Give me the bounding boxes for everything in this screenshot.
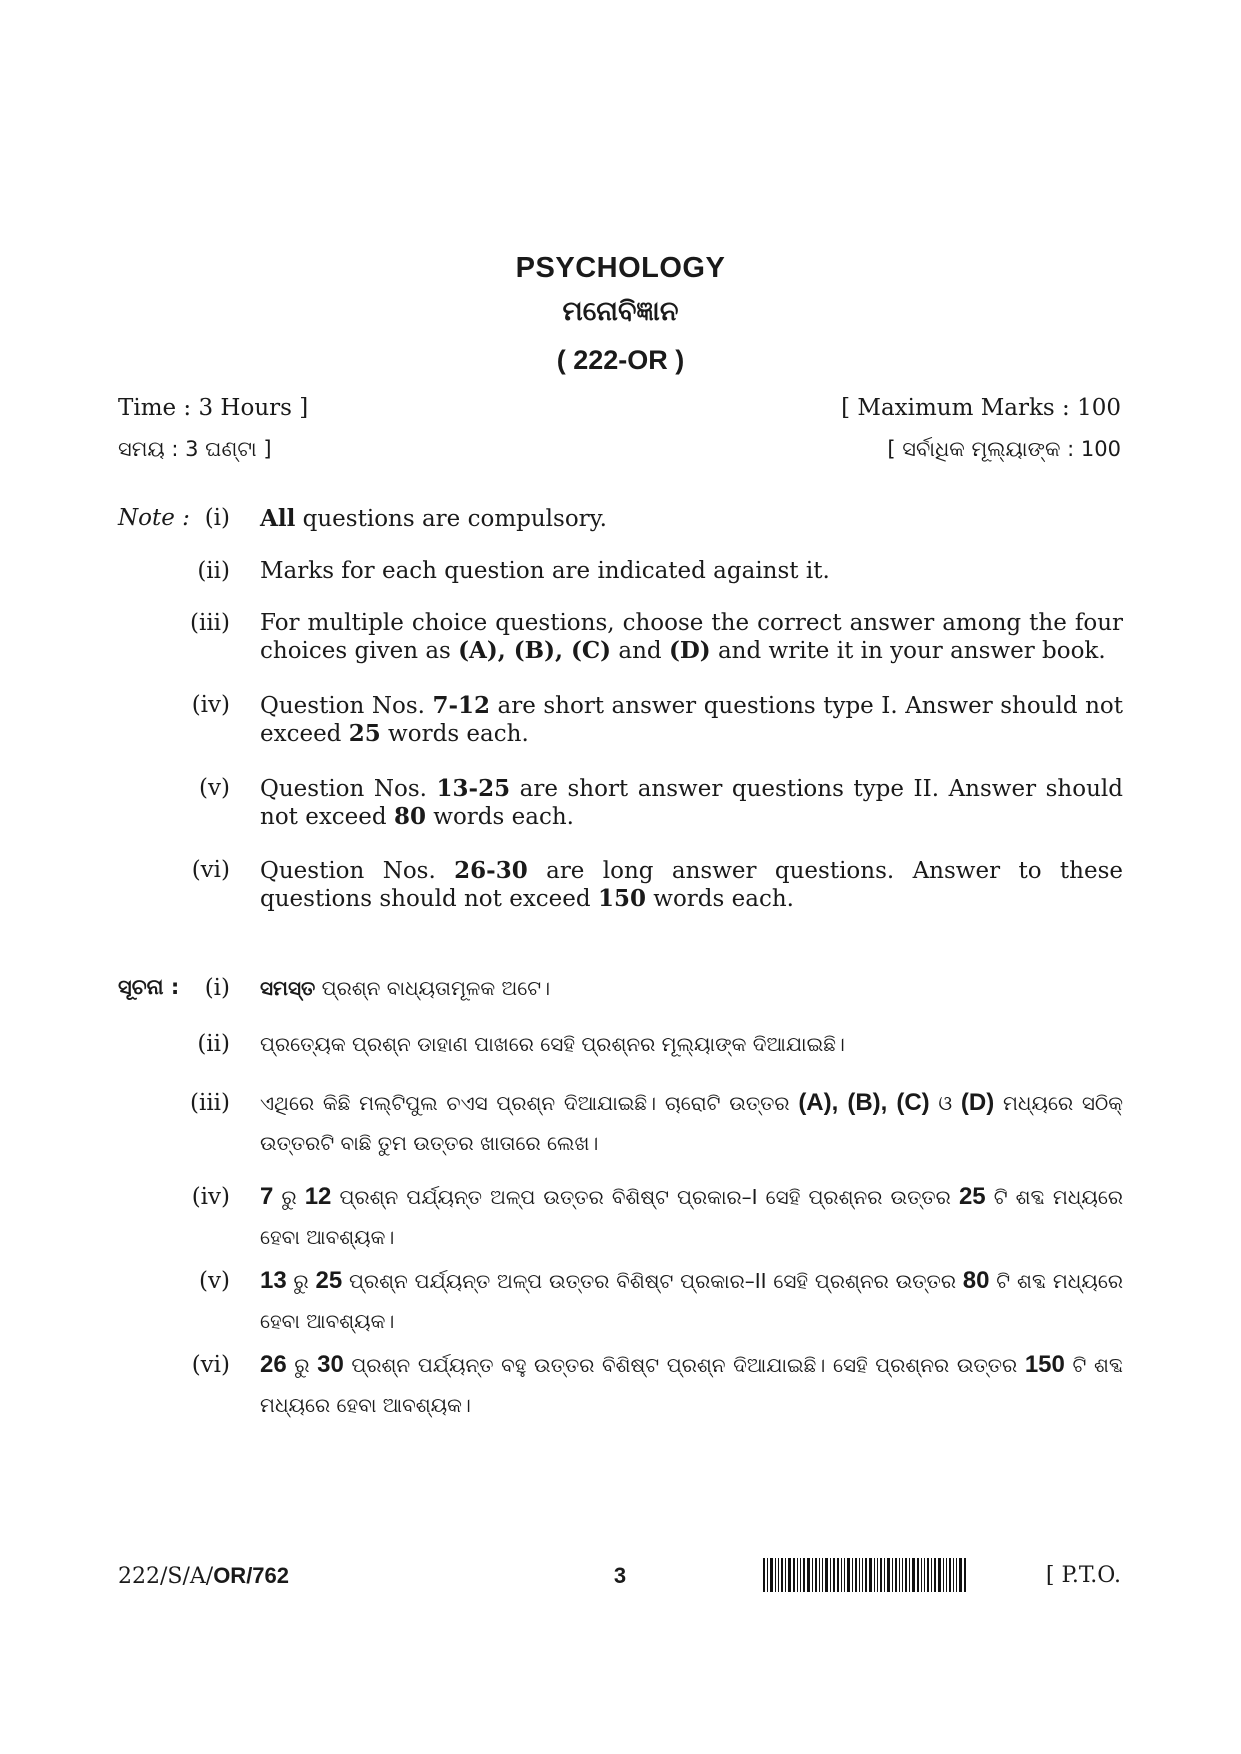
- barcode-bar: [899, 1558, 900, 1592]
- note-fragment: are short answer questions type I. Answer should not exceed: [260, 693, 1123, 747]
- note-emphasis: 13: [260, 1267, 287, 1294]
- note-number: (iii): [189, 610, 230, 636]
- note-fragment: ଟି ଶବ୍ଦ ମଧ୍ୟରେ ହେବା ଆବଶ୍ୟକ।: [260, 1353, 1124, 1417]
- barcode-bar: [852, 1558, 853, 1592]
- note-emphasis: 150: [1024, 1351, 1065, 1378]
- barcode-bar: [837, 1558, 839, 1592]
- note-fragment: ଟି ଶବ୍ଦ ମଧ୍ୟରେ ହେବା ଆବଶ୍ୟକ।: [260, 1269, 1124, 1333]
- note-fragment: ରୁ: [286, 1269, 316, 1293]
- barcode-bar: [956, 1558, 957, 1592]
- note-text: [260, 1024, 1123, 1064]
- note-fragment: ଏଥିରେ କିଛି ମଲ୍‌ଟିପୁଲ ଚଏସ ପ୍ରଶ୍ନ ଦିଆଯାଇଛି। ଚାରୋଟି ଉତ୍ତର: [260, 1091, 799, 1115]
- subject-title-odia: ମନୋବିଜ୍ଞାନ: [562, 296, 679, 327]
- note-fragment: words each.: [645, 886, 794, 912]
- barcode-bar: [825, 1558, 828, 1592]
- note-fragment: ରୁ: [286, 1353, 318, 1377]
- note-text: [260, 610, 1123, 665]
- note-emphasis: 26: [260, 1351, 287, 1378]
- note-number: (ii): [197, 1031, 230, 1057]
- note-number: (i): [204, 505, 230, 531]
- note-number: (iv): [191, 692, 230, 718]
- barcode-bar: [946, 1558, 947, 1592]
- note-fragment: ରୁ: [273, 1185, 305, 1209]
- note-number: (v): [199, 775, 230, 801]
- note-number: (v): [199, 1268, 230, 1294]
- note-emphasis: 26-30: [454, 857, 528, 884]
- note-fragment: Question Nos.: [260, 693, 433, 719]
- barcode-bar: [819, 1558, 820, 1592]
- note-fragment: ଓ: [929, 1091, 961, 1115]
- barcode-bar: [924, 1558, 925, 1592]
- barcode-bar: [822, 1558, 823, 1592]
- note-fragment: are short answer questions type II. Answer should not exceed: [260, 776, 1123, 830]
- barcode-bar: [865, 1558, 867, 1592]
- note-emphasis: 12: [304, 1183, 332, 1210]
- barcode-bar: [767, 1558, 768, 1592]
- note-emphasis: 25: [315, 1267, 343, 1294]
- note-fragment: questions are compulsory.: [295, 506, 607, 532]
- time-english: Time : 3 Hours ]: [118, 395, 309, 421]
- barcode-bar: [841, 1558, 842, 1592]
- barcode-bar: [800, 1558, 801, 1592]
- barcode-bar: [781, 1558, 783, 1592]
- subject-code: ( 222-OR ): [556, 345, 685, 375]
- note-fragment: words each.: [380, 721, 529, 747]
- note-text: [260, 1083, 1123, 1163]
- barcode-bar: [778, 1558, 779, 1592]
- note-number: (iii): [189, 1090, 230, 1116]
- barcode-bar: [909, 1558, 910, 1592]
- note-emphasis: (D): [960, 1089, 995, 1116]
- barcode-bar: [785, 1558, 786, 1592]
- barcode-bar: [892, 1558, 893, 1592]
- note-text: [260, 857, 1123, 913]
- note-text: [260, 1177, 1123, 1257]
- barcode-bar: [763, 1558, 765, 1592]
- note-fragment: and write it in your answer book.: [710, 638, 1106, 664]
- barcode-bar: [862, 1558, 863, 1592]
- barcode-bar: [934, 1558, 936, 1592]
- note-fragment: ପ୍ରଶ୍ନ ପର୍ଯ୍ୟନ୍ତ ବହୁ ଉତ୍ତର ବିଶିଷ୍ଟ ପ୍ରଶ୍ନ ଦିଆଯାଇଛି। ସେହି ପ୍ରଶ୍ନର ଉତ୍ତର: [343, 1353, 1025, 1377]
- barcode-bar: [959, 1558, 962, 1592]
- footer-code: [118, 1563, 289, 1589]
- note-fragment: ପ୍ରଶ୍ନ ପର୍ଯ୍ୟନ୍ତ ଅଳ୍ପ ଉତ୍ତର ବିଶିଷ୍ଟ ପ୍ରକାର–I ସେହି ପ୍ରଶ୍ନର ଉତ୍ତର: [331, 1185, 959, 1209]
- barcode-bar: [788, 1558, 791, 1592]
- barcode-bar: [859, 1558, 860, 1592]
- note-emphasis: 80: [393, 803, 426, 830]
- footer-code-bold: OR/762: [213, 1563, 290, 1588]
- barcode-bar: [949, 1558, 951, 1592]
- note-number: (vi): [191, 1352, 230, 1378]
- barcode-bar: [847, 1558, 850, 1592]
- footer-code-prefix: 222/S/A/: [118, 1564, 214, 1589]
- suchana-label: ସୂଚନା :: [118, 975, 180, 999]
- note-number: (i): [204, 975, 230, 1001]
- barcode-bar: [770, 1558, 773, 1592]
- pto-marker: [ P.T.O.: [1045, 1563, 1121, 1588]
- barcode-bar: [812, 1558, 813, 1592]
- note-text: [260, 775, 1123, 831]
- barcode-bar: [902, 1558, 903, 1592]
- note-fragment: are long answer questions. Answer to these questions should not exceed: [260, 858, 1123, 912]
- note-text: [260, 1345, 1123, 1425]
- barcode-bar: [830, 1558, 831, 1592]
- barcode-bar: [927, 1558, 929, 1592]
- max-marks-odia: [ ସର୍ବାଧିକ ମୂଲ୍ୟାଙ୍କ : 100: [887, 437, 1121, 461]
- subject-title-english: PSYCHOLOGY: [515, 252, 726, 284]
- note-emphasis: (A), (B), (C): [458, 637, 612, 664]
- note-number: (ii): [197, 558, 230, 584]
- note-emphasis: 150: [597, 885, 646, 912]
- barcode-bar: [855, 1558, 857, 1592]
- barcode-bar: [793, 1558, 795, 1592]
- note-emphasis: 25: [348, 720, 381, 747]
- barcode-bar: [884, 1558, 885, 1592]
- barcode-bar: [833, 1558, 835, 1592]
- barcode-bar: [943, 1558, 944, 1592]
- barcode-bar: [953, 1558, 954, 1592]
- note-fragment: words each.: [425, 804, 574, 830]
- note-text: [260, 692, 1123, 748]
- note-fragment: ପ୍ରଶ୍ନ ପର୍ଯ୍ୟନ୍ତ ଅଳ୍ପ ଉତ୍ତର ବିଶିଷ୍ଟ ପ୍ରକାର–II ସେହି ପ୍ରଶ୍ନର ଉତ୍ତର: [342, 1269, 963, 1293]
- barcode: [763, 1558, 1025, 1592]
- note-emphasis: 80: [962, 1267, 990, 1294]
- note-emphasis: All: [260, 505, 296, 532]
- max-marks-english: [ Maximum Marks : 100: [841, 395, 1121, 421]
- barcode-bar: [964, 1558, 966, 1592]
- barcode-bar: [895, 1558, 897, 1592]
- note-fragment: ପ୍ରତ୍ୟେକ ପ୍ରଶ୍ନ ଡାହାଣ ପାଖରେ ସେହି ପ୍ରଶ୍ନର ମୂଲ୍ୟାଙ୍କ ଦିଆଯାଇଛି।: [260, 1032, 845, 1056]
- note-number: (iv): [191, 1184, 230, 1210]
- barcode-bar: [880, 1558, 882, 1592]
- note-emphasis: 7: [260, 1183, 274, 1210]
- note-text: [260, 1261, 1123, 1341]
- note-fragment: ପ୍ରଶ୍ନ ବାଧ୍ୟତାମୂଳକ ଅଟେ।: [315, 976, 551, 1000]
- note-fragment: ମଧ୍ୟରେ ସଠିକ୍ ଉତ୍ତରଟି ବାଛି ତୁମ ଉତ୍ତର ଖାତାରେ ଲେଖ।: [260, 1091, 1123, 1155]
- note-emphasis: ସମସ୍ତ: [260, 976, 316, 1000]
- note-number: (vi): [191, 857, 230, 883]
- note-text: [260, 505, 1123, 533]
- note-fragment: Question Nos.: [260, 776, 437, 802]
- note-fragment: ଟି ଶବ୍ଦ ମଧ୍ୟରେ ହେବା ଆବଶ୍ୟକ।: [260, 1185, 1123, 1249]
- note-emphasis: 30: [317, 1351, 344, 1378]
- note-text: [260, 968, 1123, 1008]
- barcode-bar: [905, 1558, 907, 1592]
- note-emphasis: (D): [668, 637, 711, 664]
- note-fragment: Marks for each question are indicated against it.: [260, 558, 830, 584]
- barcode-bar: [815, 1558, 817, 1592]
- barcode-bar: [844, 1558, 845, 1592]
- barcode-bar: [912, 1558, 915, 1592]
- note-emphasis: 7-12: [432, 692, 491, 719]
- note-emphasis: 25: [958, 1183, 986, 1210]
- barcode-bar: [877, 1558, 878, 1592]
- barcode-bar: [874, 1558, 875, 1592]
- barcode-bar: [797, 1558, 798, 1592]
- note-fragment: and: [611, 638, 669, 664]
- note-text: [260, 558, 1123, 585]
- barcode-bar: [869, 1558, 872, 1592]
- note-label: Note :: [118, 505, 190, 531]
- barcode-bar: [917, 1558, 919, 1592]
- page-number: 3: [613, 1563, 627, 1588]
- barcode-bar: [807, 1558, 810, 1592]
- barcode-bar: [921, 1558, 922, 1592]
- note-fragment: Question Nos.: [260, 858, 455, 884]
- barcode-bar: [803, 1558, 805, 1592]
- barcode-bar: [775, 1558, 776, 1592]
- barcode-bar: [931, 1558, 932, 1592]
- barcode-bar: [938, 1558, 941, 1592]
- note-fragment: For multiple choice questions, choose the correct answer among the four choices given as: [260, 610, 1123, 664]
- note-emphasis: (A), (B), (C): [798, 1089, 930, 1116]
- barcode-bar: [887, 1558, 890, 1592]
- time-odia: ସମୟ : 3 ଘଣ୍ଟା ]: [118, 437, 272, 461]
- note-emphasis: 13-25: [436, 775, 511, 802]
